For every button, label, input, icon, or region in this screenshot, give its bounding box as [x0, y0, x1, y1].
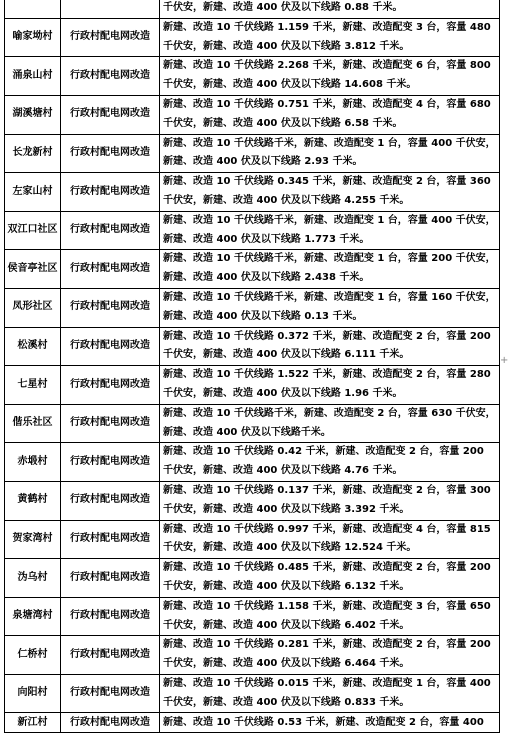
- description-cell: 新建、改造 10 千伏线路千米，新建、改造配变 2 台，容量 630 千伏安，新建、改造 400 伏及以下线路千米。: [160, 404, 500, 443]
- description-cell: 新建、改造 10 千伏线路千米，新建、改造配变 1 台，容量 200 千伏安，新建、改造 400 伏及以下线路 2.438 千米。: [160, 250, 500, 289]
- description-cell: 新建、改造 10 千伏线路 2.268 千米，新建、改造配变 6 台，容量 800 千伏安，新建、改造 400 伏及以下线路 14.608 千米。: [160, 57, 500, 96]
- description-cell: 新建、改造 10 千伏线路 0.137 千米，新建、改造配变 2 台，容量 300 千伏安，新建、改造 400 伏及以下线路 3.392 千米。: [160, 481, 500, 520]
- village-cell: 泉塘湾村: [5, 597, 61, 636]
- description-cell: 新建、改造 10 千伏线路 0.751 千米，新建、改造配变 4 台，容量 680 千伏安，新建、改造 400 伏及以下线路 6.58 千米。: [160, 95, 500, 134]
- description-cell: 新建、改造 10 千伏线路 0.53 千米，新建、改造配变 2 台，容量 400: [160, 713, 500, 733]
- table-row: [5, 250, 500, 289]
- table-row: [5, 636, 500, 675]
- table-row: [5, 0, 500, 18]
- description-cell: 新建、改造 10 千伏线路 0.997 千米，新建、改造配变 4 台，容量 815 千伏安，新建、改造 400 伏及以下线路 12.524 千米。: [160, 520, 500, 559]
- scroll-marker: +: [500, 355, 508, 366]
- village-cell: 沩乌村: [5, 559, 61, 598]
- type-cell: 行政村配电网改造: [61, 250, 160, 289]
- type-cell: 行政村配电网改造: [61, 404, 160, 443]
- village-cell: 松溪村: [5, 327, 61, 366]
- description-cell: 新建、改造 10 千伏线路 1.159 千米，新建、改造配变 3 台，容量 480 千伏安，新建、改造 400 伏及以下线路 3.812 千米。: [160, 18, 500, 57]
- description-cell: 新建、改造 10 千伏线路 0.345 千米，新建、改造配变 2 台，容量 360 千伏安，新建、改造 400 伏及以下线路 4.255 千米。: [160, 173, 500, 212]
- type-cell: 行政村配电网改造: [61, 95, 160, 134]
- village-cell: [5, 0, 61, 18]
- table-row: [5, 327, 500, 366]
- village-cell: 侯音亭社区: [5, 250, 61, 289]
- description-cell: 新建、改造 10 千伏线路千米，新建、改造配变 1 台，容量 400 千伏安，新建、改造 400 伏及以下线路 2.93 千米。: [160, 134, 500, 173]
- table-row: [5, 443, 500, 482]
- description-cell: 新建、改造 10 千伏线路 1.158 千米，新建、改造配变 3 台，容量 650 千伏安，新建、改造 400 伏及以下线路 6.402 千米。: [160, 597, 500, 636]
- village-cell: 双江口社区: [5, 211, 61, 250]
- description-cell: 新建、改造 10 千伏线路千米，新建、改造配变 1 台，容量 400 千伏安，新建、改造 400 伏及以下线路 1.773 千米。: [160, 211, 500, 250]
- table-row: [5, 713, 500, 733]
- type-cell: 行政村配电网改造: [61, 481, 160, 520]
- table-row: [5, 404, 500, 443]
- type-cell: 行政村配电网改造: [61, 674, 160, 713]
- village-cell: 仁桥村: [5, 636, 61, 675]
- table-row: [5, 211, 500, 250]
- table-row: [5, 288, 500, 327]
- description-cell: 新建、改造 10 千伏线路 0.372 千米，新建、改造配变 2 台，容量 200 千伏安，新建、改造 400 伏及以下线路 6.111 千米。: [160, 327, 500, 366]
- table-row: [5, 366, 500, 405]
- table-row: [5, 57, 500, 96]
- type-cell: 行政村配电网改造: [61, 134, 160, 173]
- village-cell: 偕乐社区: [5, 404, 61, 443]
- type-cell: 行政村配电网改造: [61, 559, 160, 598]
- table-row: [5, 173, 500, 212]
- description-cell: 新建、改造 10 千伏线路 0.485 千米，新建、改造配变 2 台，容量 200 千伏安，新建、改造 400 伏及以下线路 6.132 千米。: [160, 559, 500, 598]
- table-row: [5, 520, 500, 559]
- description-cell: 新建、改造 10 千伏线路 0.015 千米，新建、改造配变 1 台，容量 400 千伏安，新建、改造 400 伏及以下线路 0.833 千米。: [160, 674, 500, 713]
- village-cell: 喻家坳村: [5, 18, 61, 57]
- description-cell: 新建、改造 10 千伏线路 0.281 千米，新建、改造配变 2 台，容量 200 千伏安，新建、改造 400 伏及以下线路 6.464 千米。: [160, 636, 500, 675]
- type-cell: 行政村配电网改造: [61, 288, 160, 327]
- type-cell: 行政村配电网改造: [61, 173, 160, 212]
- village-cell: 涌泉山村: [5, 57, 61, 96]
- table-row: [5, 674, 500, 713]
- type-cell: 行政村配电网改造: [61, 57, 160, 96]
- village-cell: 左家山村: [5, 173, 61, 212]
- type-cell: 行政村配电网改造: [61, 713, 160, 733]
- table-row: [5, 18, 500, 57]
- table-row: [5, 481, 500, 520]
- type-cell: 行政村配电网改造: [61, 520, 160, 559]
- village-cell: 向阳村: [5, 674, 61, 713]
- type-cell: 行政村配电网改造: [61, 327, 160, 366]
- description-cell: 千伏安，新建、改造 400 伏及以下线路 0.88 千米。: [160, 0, 500, 18]
- project-table: [4, 0, 500, 733]
- type-cell: 行政村配电网改造: [61, 636, 160, 675]
- description-cell: 新建、改造 10 千伏线路 0.42 千米，新建、改造配变 2 台，容量 200 千伏安，新建、改造 400 伏及以下线路 4.76 千米。: [160, 443, 500, 482]
- type-cell: 行政村配电网改造: [61, 211, 160, 250]
- type-cell: 行政村配电网改造: [61, 18, 160, 57]
- village-cell: 贺家湾村: [5, 520, 61, 559]
- village-cell: 长龙新村: [5, 134, 61, 173]
- type-cell: 行政村配电网改造: [61, 597, 160, 636]
- village-cell: 新江村: [5, 713, 61, 733]
- village-cell: 黄鹤村: [5, 481, 61, 520]
- type-cell: 行政村配电网改造: [61, 443, 160, 482]
- description-cell: 新建、改造 10 千伏线路 1.522 千米，新建、改造配变 2 台，容量 280 千伏安，新建、改造 400 伏及以下线路 1.96 千米。: [160, 366, 500, 405]
- village-cell: 凤形社区: [5, 288, 61, 327]
- village-cell: 七星村: [5, 366, 61, 405]
- type-cell: 行政村配电网改造: [61, 366, 160, 405]
- table-row: [5, 95, 500, 134]
- village-cell: 赤塅村: [5, 443, 61, 482]
- table-row: [5, 134, 500, 173]
- description-cell: 新建、改造 10 千伏线路千米，新建、改造配变 1 台，容量 160 千伏安，新建、改造 400 伏及以下线路 0.13 千米。: [160, 288, 500, 327]
- village-cell: 湖溪塘村: [5, 95, 61, 134]
- table-row: [5, 559, 500, 598]
- table-row: [5, 597, 500, 636]
- type-cell: [61, 0, 160, 18]
